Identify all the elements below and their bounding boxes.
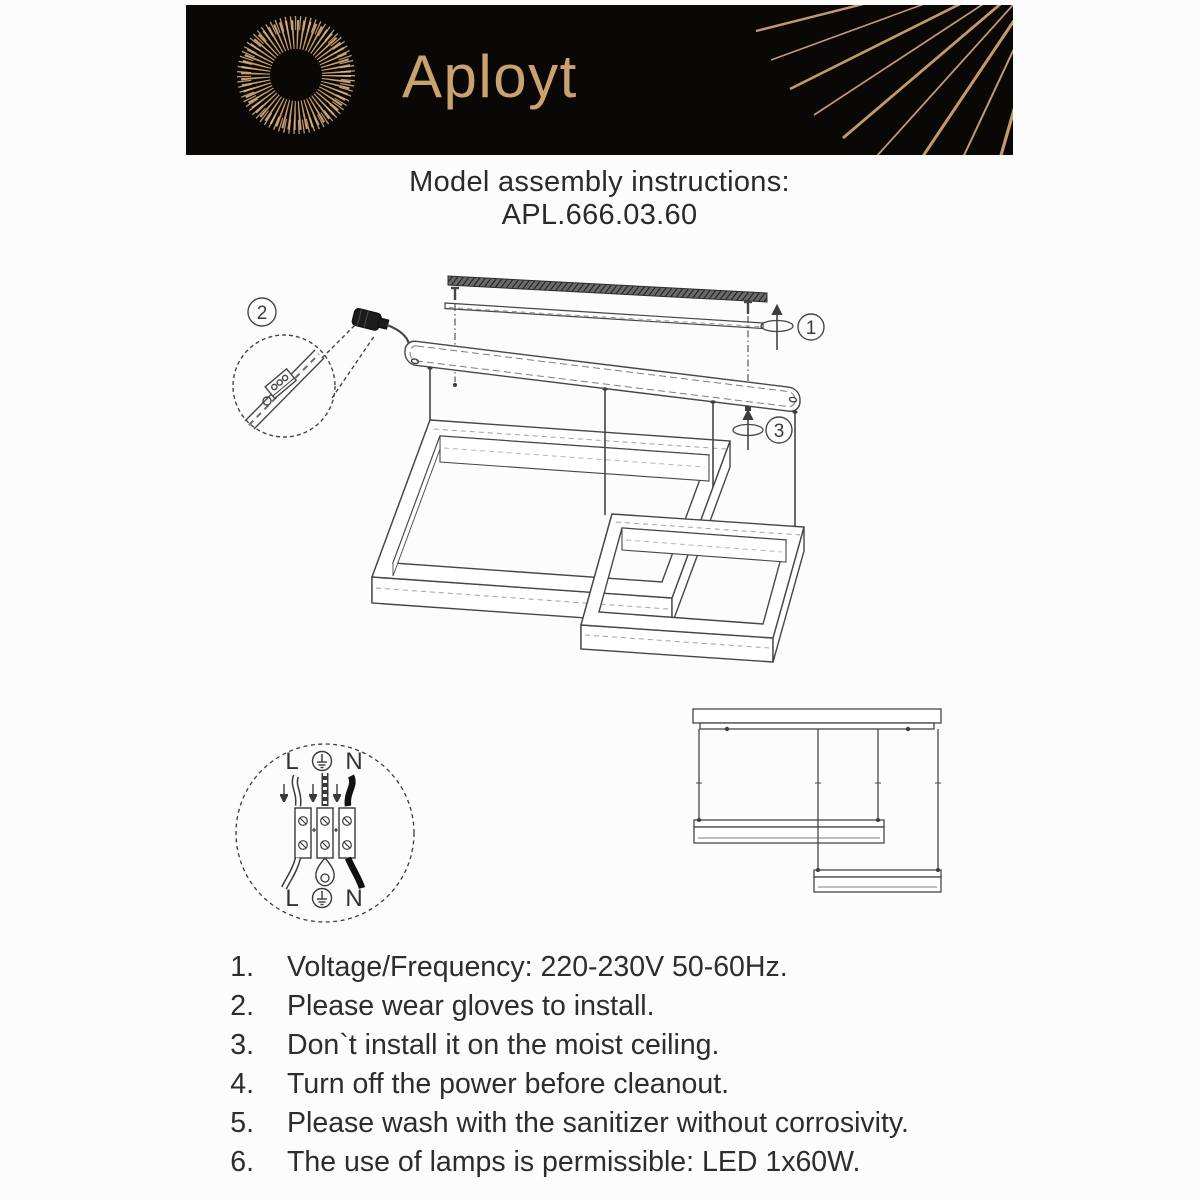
starburst-logo-icon	[244, 23, 348, 127]
screw-rotate-1-icon	[761, 308, 793, 350]
assembly-diagram	[215, 258, 865, 690]
live-label-bottom: L	[285, 885, 299, 912]
neutral-label-bottom: N	[345, 885, 363, 912]
side-frame-small-bar	[814, 870, 941, 892]
rays-icon	[744, 5, 1013, 155]
instruction-text: The use of lamps is permissible: LED 1x60W.	[287, 1146, 861, 1178]
wiring-diagram	[233, 740, 423, 930]
brand-banner	[186, 5, 1013, 155]
wire-live-top	[295, 776, 298, 806]
instruction-number: 4.	[230, 1068, 254, 1100]
terminal-block	[317, 808, 333, 858]
screw-rotate-3-icon	[733, 406, 763, 450]
insert-arrows	[284, 784, 337, 799]
live-label-top: L	[285, 748, 299, 775]
terminal-block	[339, 808, 355, 858]
instruction-item	[186, 1148, 1046, 1177]
wire-live-bottom	[284, 858, 298, 888]
earth-icon-top	[313, 752, 332, 771]
instruction-item	[186, 953, 1046, 982]
mounting-bar	[445, 303, 763, 329]
instructions-list	[186, 953, 1046, 1187]
canopy	[405, 340, 800, 412]
side-canopy	[693, 709, 941, 731]
instruction-number: 3.	[230, 1029, 254, 1061]
title-block	[186, 166, 1013, 232]
instruction-number: 1.	[230, 951, 254, 983]
instruction-item	[186, 1031, 1046, 1060]
ceiling-rail	[448, 276, 767, 302]
instruction-text: Please wash with the sanitizer without corrosivity.	[287, 1107, 909, 1139]
model-number: APL.666.03.60	[501, 199, 698, 231]
instruction-number: 6.	[230, 1146, 254, 1178]
callout-2-number: 2	[256, 303, 268, 324]
banner-art	[186, 5, 1013, 155]
callout-1-number: 1	[805, 318, 817, 339]
neutral-label-top: N	[345, 748, 363, 775]
wire-connector-icon	[245, 350, 324, 429]
earth-icon-bottom	[313, 889, 332, 908]
callout-1-badge	[798, 314, 824, 340]
callout-2-badge	[248, 298, 276, 326]
side-view-diagram	[655, 688, 955, 914]
callout-3-number: 3	[773, 421, 785, 442]
power-wire	[387, 325, 409, 344]
instruction-text: Voltage/Frequency: 220-230V 50-60Hz.	[287, 951, 788, 983]
side-frame-large-bar	[694, 820, 884, 843]
side-suspension-rods	[696, 729, 941, 872]
instruction-item	[186, 992, 1046, 1021]
terminal-blocks	[295, 808, 355, 858]
callout-3-badge	[766, 417, 792, 443]
instruction-text: Turn off the power before cleanout.	[287, 1068, 730, 1100]
wire-neutral-bottom	[348, 858, 362, 888]
wire-neutral-top	[348, 776, 353, 806]
instruction-item	[186, 1109, 1046, 1138]
page-title: Model assembly instructions:	[409, 166, 790, 198]
instruction-item	[186, 1070, 1046, 1099]
instruction-number: 5.	[230, 1107, 254, 1139]
power-plug-icon	[351, 308, 409, 344]
terminal-block	[295, 808, 311, 858]
earth-loop-icon	[316, 858, 334, 886]
instruction-text: Please wear gloves to install.	[287, 990, 655, 1022]
brand-name: Aployt	[402, 43, 578, 110]
screw-left-icon	[451, 288, 459, 387]
instruction-number: 2.	[230, 990, 254, 1022]
connector-detail-circle	[233, 322, 375, 437]
instruction-text: Don`t install it on the moist ceiling.	[287, 1029, 720, 1061]
